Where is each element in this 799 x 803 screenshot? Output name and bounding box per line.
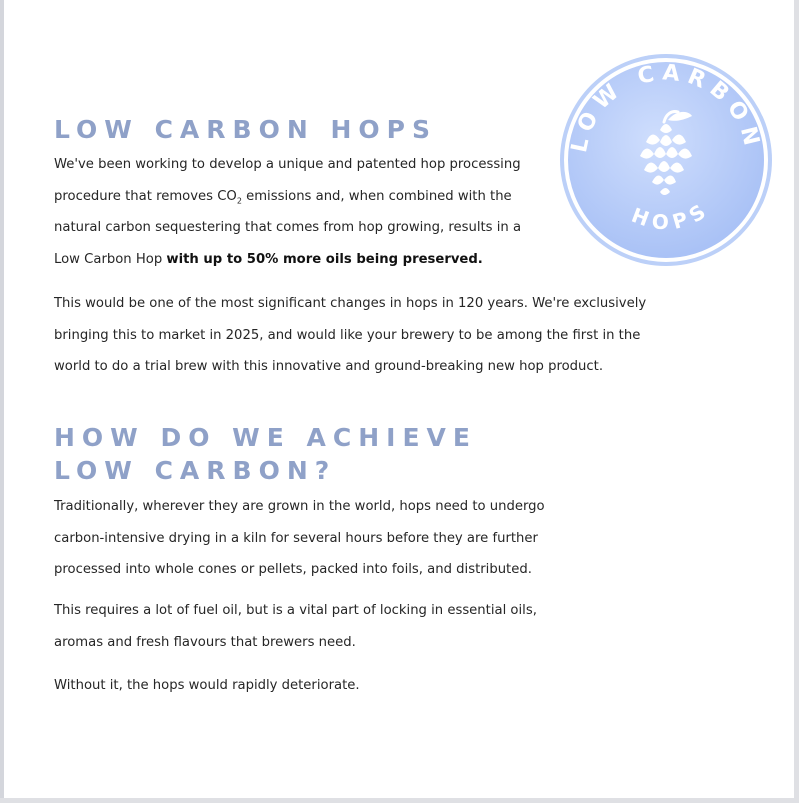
deteriorate-paragraph: Without it, the hops would rapidly deteriorate. (54, 678, 360, 693)
section-heading-how-line2: LOW CARBON? (54, 456, 337, 485)
section-heading-how-line1: HOW DO WE ACHIEVE (54, 423, 477, 452)
intro-paragraph: We've been working to develop a unique and patented hop processing procedure that removes $CO_2$ emissions and, when combined with the natural carbon sequestering that comes from hop growing, results in a Low Carbon Hop with up to 50% more oils being preserved. (54, 157, 522, 267)
drying-paragraph: Traditionally, wherever they are grown in the world, hops need to undergo carbon-intensive drying in a kiln for several hours before they are further processed into whole cones or pellets, packed into foils, and distributed. (54, 499, 545, 577)
section-heading-low-carbon-hops: LOW CARBON HOPS (54, 115, 437, 144)
badge-bottom-text: HOPS (628, 196, 715, 235)
fuel-oil-paragraph: This requires a lot of fuel oil, but is a vital part of locking in essential oils, aromas and fresh flavours that brewers need. (54, 603, 537, 650)
highlight-text: with up to 50% more oils being preserved. (166, 251, 483, 267)
badge-arc-text: LOW CARBON (567, 60, 766, 155)
market-paragraph: This would be one of the most significant changes in hops in 120 years. We're exclusively bringing this to market in 2025, and would like your brewery to be among the first in the world to do a trial brew with this innovative and ground-breaking new hop product. (54, 296, 647, 374)
low-carbon-hops-badge (558, 52, 774, 268)
